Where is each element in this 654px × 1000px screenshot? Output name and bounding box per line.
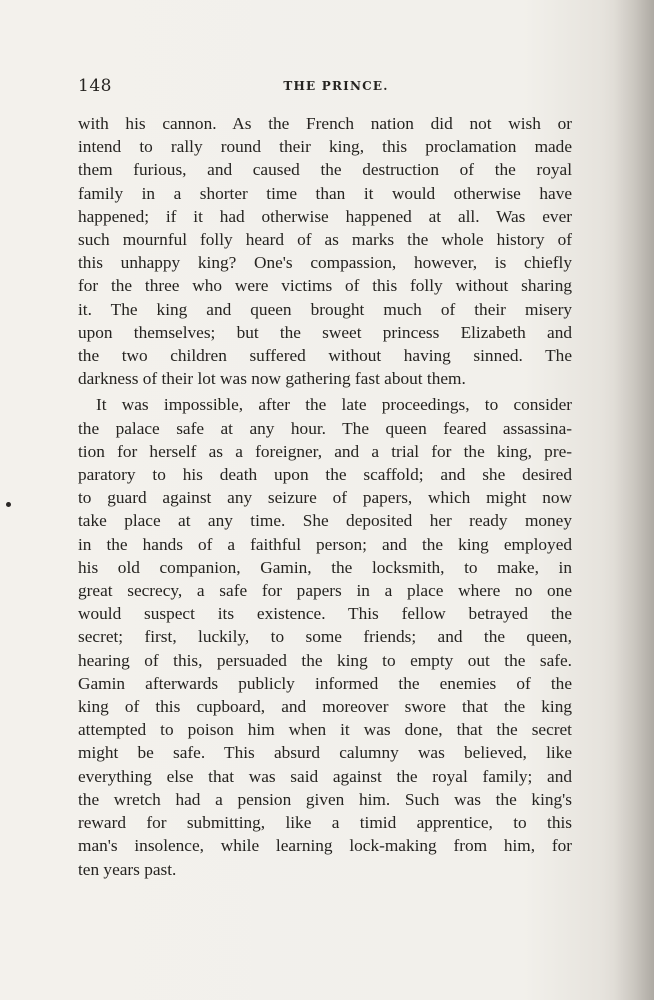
text-line: man's insolence, while learning lock-making from him, for — [78, 836, 572, 856]
text-line: secret; first, luckily, to some friends; and the queen, — [78, 627, 572, 647]
text-line: ten years past. — [78, 859, 177, 879]
paragraph-1 — [78, 112, 572, 390]
text-line: tion for herself as a foreigner, and a trial for the king, pre- — [78, 441, 572, 461]
text-line: It was impossible, after the late proceedings, to consider — [96, 395, 572, 415]
text-line: them furious, and caused the destruction of the royal — [78, 160, 572, 180]
text-line: the wretch had a pension given him. Such was the king's — [78, 789, 572, 809]
text-line: his old companion, Gamin, the locksmith, to make, in — [78, 557, 572, 577]
text-line: family in a shorter time than it would otherwise have — [78, 183, 572, 203]
text-line: great secrecy, a safe for papers in a place where no one — [78, 581, 572, 601]
text-line: in the hands of a faithful person; and the king employed — [78, 534, 572, 554]
body-text — [78, 112, 572, 881]
text-line: paratory to his death upon the scaffold; and she desired — [78, 465, 572, 485]
text-line: to guard against any seizure of papers, which might now — [78, 488, 572, 508]
text-line: it. The king and queen brought much of their misery — [78, 299, 572, 319]
text-line: for the three who were victims of this folly without sharing — [78, 276, 572, 296]
text-line: such mournful folly heard of as marks the whole history of — [78, 230, 572, 250]
text-line: with his cannon. As the French nation did not wish or — [78, 114, 572, 133]
page-number: 148 — [78, 76, 112, 96]
text-line: intend to rally round their king, this proclamation made — [78, 137, 572, 157]
text-line: everything else that was said against the royal family; and — [78, 766, 572, 786]
text-line: this unhappy king? One's compassion, however, is chiefly — [78, 253, 572, 273]
spine-shadow — [614, 0, 654, 1000]
text-line: darkness of their lot was now gathering fast about them. — [78, 369, 466, 389]
text-line: the palace safe at any hour. The queen feared assassina- — [78, 418, 572, 438]
text-line: king of this cupboard, and moreover swore that the king — [78, 697, 572, 717]
text-line: take place at any time. She deposited her ready money — [78, 511, 572, 531]
running-title: THE PRINCE. — [283, 79, 389, 93]
page-header — [78, 76, 574, 98]
text-line: attempted to poison him when it was done, that the secret — [78, 720, 572, 740]
margin-ink-mark — [6, 502, 11, 507]
text-line: the two children suffered without having sinned. The — [78, 346, 572, 366]
text-line: would suspect its existence. This fellow betrayed the — [78, 604, 572, 624]
text-line: happened; if it had otherwise happened at all. Was ever — [78, 206, 572, 226]
text-line: hearing of this, persuaded the king to empty out the safe. — [78, 650, 572, 670]
text-line: Gamin afterwards publicly informed the enemies of the — [78, 673, 572, 693]
paragraph-2 — [78, 393, 572, 880]
text-line: might be safe. This absurd calumny was believed, like — [78, 743, 572, 763]
text-line: reward for submitting, like a timid apprentice, to this — [78, 813, 572, 833]
text-line: upon themselves; but the sweet princess Elizabeth and — [78, 322, 572, 342]
